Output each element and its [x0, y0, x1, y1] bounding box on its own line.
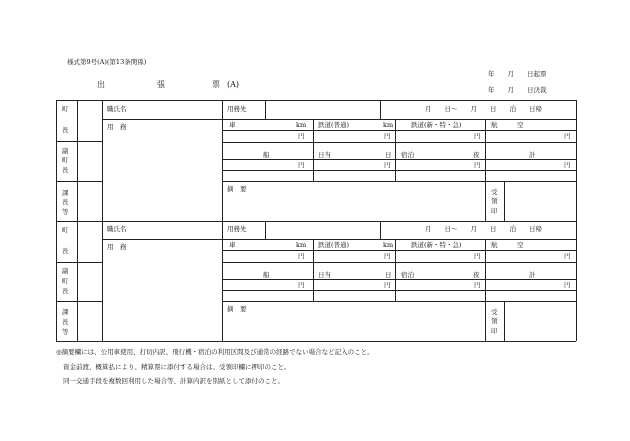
- car-km: km: [296, 121, 307, 129]
- car-yen-b: 円: [298, 252, 305, 260]
- chief-label-3: 等: [62, 208, 69, 216]
- summary-label: 摘 要: [227, 185, 247, 193]
- chief-label-1: 課: [62, 189, 69, 197]
- lodging-night: 夜: [473, 151, 480, 159]
- total-yen-b: 円: [564, 281, 571, 289]
- daily-label: 日当: [318, 151, 331, 159]
- air-yen: 円: [564, 132, 571, 140]
- note-3: 同一交通手段を複数回利用した場合等、計算内訳を別紙として添付のこと。: [63, 377, 284, 385]
- chief-label-3b: 等: [62, 328, 69, 336]
- daily-day: 日: [385, 151, 392, 159]
- receipt-label-2: 領: [491, 197, 498, 205]
- receipt-label-1b: 受: [491, 308, 498, 316]
- receipt-label-3: 印: [491, 207, 498, 215]
- daily-day-b: 日: [385, 271, 392, 279]
- rail-express-label-b: 鉄道(新・特・急): [411, 241, 462, 249]
- form-number: 様式第9号(A)(第13条関係): [67, 58, 147, 66]
- title-shutsu: 出: [97, 80, 105, 89]
- note-2: 資金前渡、概算払により、精算票に添付する場合は、受領印欄に押印のこと。: [63, 363, 291, 371]
- mayor-label-1b: 町: [62, 226, 69, 234]
- air-label: 航 空: [491, 121, 524, 129]
- date-drafted: 年 月 日起票: [488, 70, 547, 78]
- rail-express-label: 鉄道(新・特・急): [411, 121, 462, 129]
- ship-yen: 円: [298, 161, 305, 169]
- note-1: ◎摘要欄には、公用車使用、打切内訳、飛行機・宿泊の利用区間及び通常の経路でない場合など記入のこと。: [56, 348, 374, 356]
- title-hyo: 票: [212, 80, 220, 89]
- car-label-b: 車: [229, 241, 236, 249]
- rail-express-yen: 円: [474, 132, 481, 140]
- lodging-label: 宿泊: [401, 151, 414, 159]
- purpose-label: 用 務: [107, 123, 127, 131]
- mayor-label-1: 町: [62, 105, 69, 113]
- chief-label-1b: 課: [62, 308, 69, 316]
- mayor-label-2b: 長: [62, 247, 69, 255]
- lodging-yen-b: 円: [474, 281, 481, 289]
- deputy-label-1: 副: [62, 147, 69, 155]
- rail-yen-b: 円: [384, 252, 391, 260]
- chief-label-2b: 長: [62, 318, 69, 326]
- ship-yen-b: 円: [298, 281, 305, 289]
- mayor-label-2: 長: [62, 126, 69, 134]
- total-yen: 円: [564, 161, 571, 169]
- name-label-b: 職氏名: [107, 225, 127, 233]
- deputy-label-2: 町: [62, 156, 69, 164]
- summary-label-b: 摘 要: [227, 305, 247, 313]
- name-label: 職氏名: [107, 105, 127, 113]
- ship-label: 船: [263, 151, 270, 159]
- period-field: 月 日～ 月 日 泊 日帰: [425, 105, 542, 113]
- rail-express-yen-b: 円: [474, 252, 481, 260]
- rail-yen: 円: [384, 132, 391, 140]
- title-cho: 張: [157, 80, 165, 89]
- daily-label-b: 日当: [318, 271, 331, 279]
- rail-label-b: 鉄道(普通): [318, 241, 350, 249]
- period-field-b: 月 日～ 月 日 泊 日帰: [425, 225, 542, 233]
- date-approved: 年 月 日決裁: [488, 86, 547, 94]
- air-label-b: 航 空: [491, 241, 524, 249]
- chief-label-2: 長: [62, 198, 69, 206]
- destination-label-b: 用務先: [227, 225, 247, 233]
- deputy-label-1b: 副: [62, 267, 69, 275]
- deputy-label-3: 長: [62, 166, 69, 174]
- rail-km-b: km: [383, 241, 394, 249]
- car-label: 車: [229, 121, 236, 129]
- daily-yen-b: 円: [384, 281, 391, 289]
- lodging-yen: 円: [474, 161, 481, 169]
- receipt-label-2b: 領: [491, 317, 498, 325]
- ship-label-b: 船: [263, 271, 270, 279]
- title-suffix: (A): [227, 80, 240, 89]
- lodging-label-b: 宿泊: [401, 271, 414, 279]
- deputy-label-3b: 長: [62, 287, 69, 295]
- total-label: 計: [529, 151, 536, 159]
- daily-yen: 円: [384, 161, 391, 169]
- receipt-label-1: 受: [491, 188, 498, 196]
- air-yen-b: 円: [564, 252, 571, 260]
- car-km-b: km: [296, 241, 307, 249]
- deputy-label-2b: 町: [62, 277, 69, 285]
- destination-label: 用務先: [227, 105, 247, 113]
- total-label-b: 計: [529, 271, 536, 279]
- receipt-label-3b: 印: [491, 327, 498, 335]
- car-yen: 円: [298, 132, 305, 140]
- rail-label: 鉄道(普通): [318, 121, 350, 129]
- purpose-label-b: 用 務: [107, 243, 127, 251]
- rail-km: km: [383, 121, 394, 129]
- lodging-night-b: 夜: [473, 271, 480, 279]
